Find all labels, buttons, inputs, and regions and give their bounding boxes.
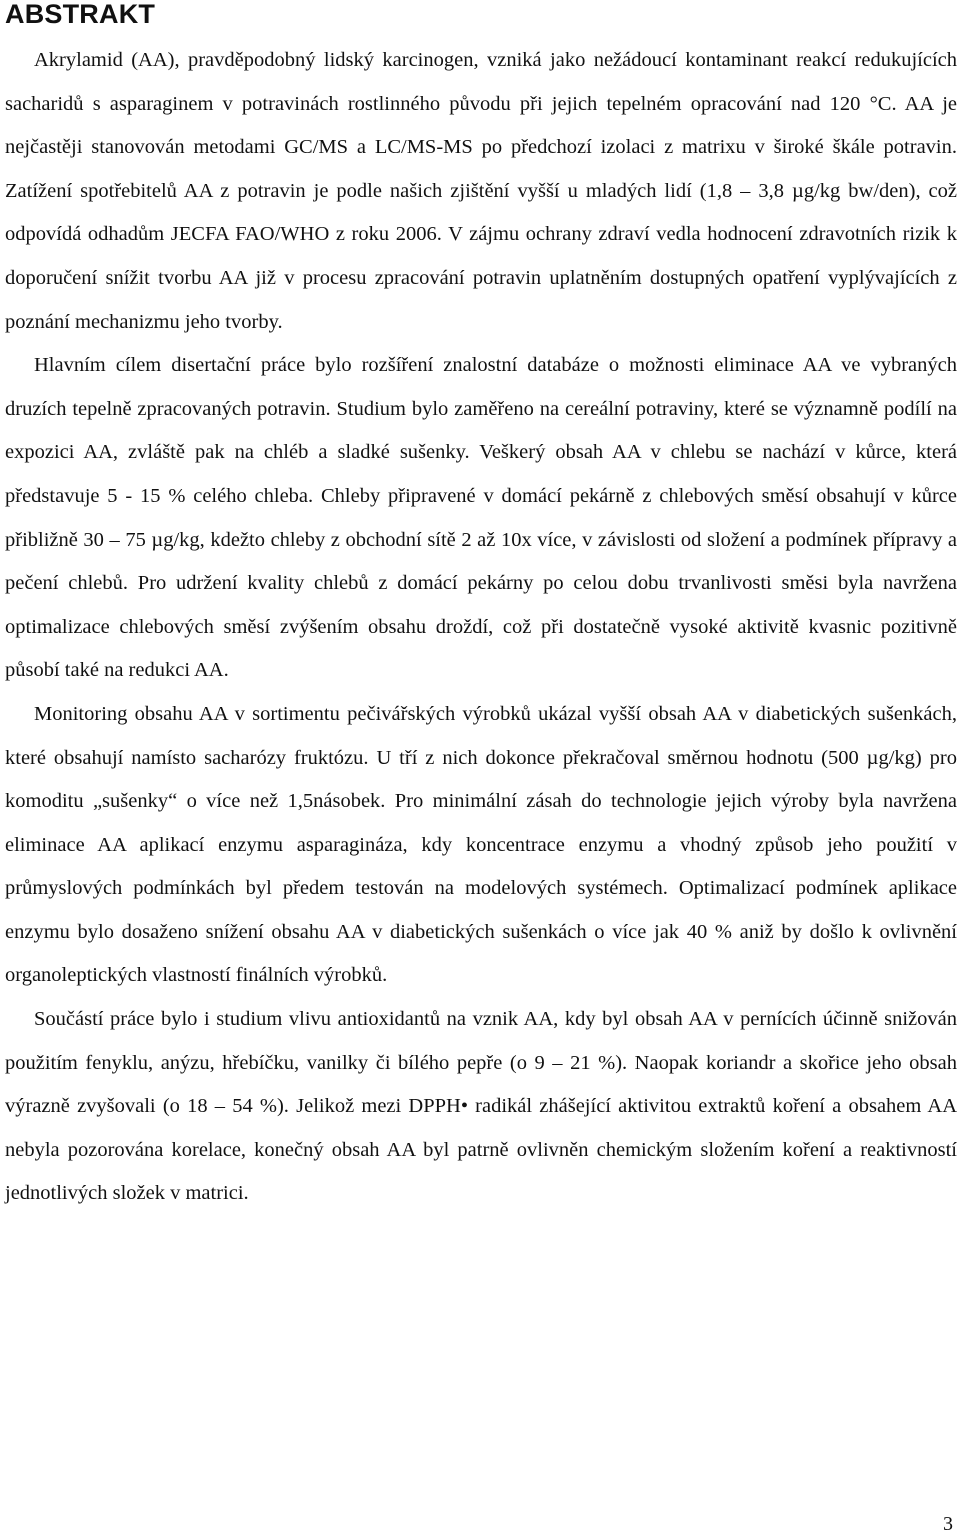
paragraph-antioxidants: Součástí práce bylo i studium vlivu antioxidantů na vznik AA, kdy byl obsah AA v pernících účinně snižován použitím fenyklu, anýzu, hřebíčku, vanilky či bílého pepře (o 9 – 21 %). Naopak koriandr a skořice jeho obsah výrazně zvyšovali (o 18 – 54 %). Jelikož mezi DPPH• radikál zhášející aktivitou extraktů koření a obsahem AA nebyla pozorována korelace, konečný obsah AA byl patrně ovlivněn chemickým složením koření a reaktivností jednotlivých složek v matrici.	[5, 1008, 957, 1205]
paragraph-monitoring: Monitoring obsahu AA v sortimentu pečivářských výrobků ukázal vyšší obsah AA v diabetických sušenkách, které obsahují namísto sacharózy fruktózu. U tří z nich dokonce překračoval směrnou hodnotu (500 µg/kg) pro komoditu „sušenky“ o více než 1,5násobek. Pro minimální zásah do technologie jejich výroby byla navržena eliminace AA aplikací enzymu asparagináza, kdy koncentrace enzymu a vhodný způsob jeho použití v průmyslových podmínkách byl předem testován na modelových systémech. Optimalizací podmínek aplikace enzymu bylo dosaženo snížení obsahu AA v diabetických sušenkách o více jak 40 % aniž by došlo k ovlivnění organoleptických vlastností finálních výrobků.	[5, 702, 957, 987]
abstract-body	[5, 39, 957, 1216]
paragraph-thesis-aim: Hlavním cílem disertační práce bylo rozšíření znalostní databáze o možnosti eliminace AA ve vybraných druzích tepelně zpracovaných potravin. Studium bylo zaměřeno na cereální potraviny, které se významně podílí na expozici AA, zvláště pak na chléb a sladké sušenky. Veškerý obsah AA v chlebu se nachází v kůrce, která představuje 5 - 15 % celého chleba. Chleby připravené v domácí pekárně z chlebových směsí obsahují v kůrce přibližně 30 – 75 µg/kg, kdežto chleby z obchodní sítě 2 až 10x více, v závislosti od složení a podmínek přípravy a pečení chlebů. Pro udržení kvality chlebů z domácí pekárny po celou dobu trvanlivosti směsi byla navržena optimalizace chlebových směsí zvýšením obsahu droždí, což při dostatečně vysoké aktivitě kvasnic pozitivně působí také na redukci AA.	[5, 354, 957, 682]
page-number: 3	[943, 1513, 953, 1535]
section-heading: ABSTRAKT	[5, 0, 156, 29]
paragraph-acrylamide-intro: Akrylamid (AA), pravděpodobný lidský karcinogen, vzniká jako nežádoucí kontaminant reakcí redukujících sacharidů s asparaginem v potravinách rostlinného původu při jejich tepelném opracování nad 120 °C. AA je nejčastěji stanovován metodami GC/MS a LC/MS-MS po předchozí izolaci z matrixu v široké škále potravin. Zatížení spotřebitelů AA z potravin je podle našich zjištění vyšší u mladých lidí (1,8 – 3,8 µg/kg bw/den), což odpovídá odhadům JECFA FAO/WHO z roku 2006. V zájmu ochrany zdraví vedla hodnocení zdravotních rizik k doporučení snížit tvorbu AA již v procesu zpracování potravin uplatněním dostupných opatření vyplývajících z poznání mechanizmu jeho tvorby.	[5, 49, 957, 333]
